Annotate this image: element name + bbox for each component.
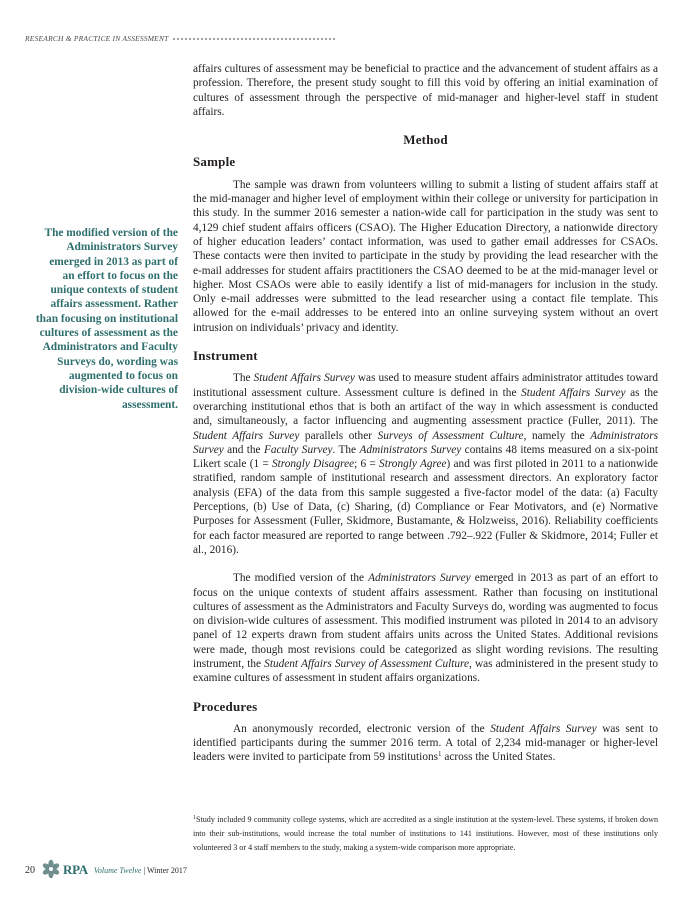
sample-paragraph: The sample was drawn from volunteers willing to submit a listing of student affairs staff at the mid-manager and higher level of employment within their college or university for participation in this study. In the summer 2016 semester a nation-wide call for participation in the study was sent to 4,129 chief student affairs officers (CSAO). The Higher Education Directory, a nationwide directory of higher education leaders’ contact information, was used to gather email addresses for CSAOs. These contacts were then invited to participate in the study by providing the lead researcher with the e-mail addresses for student affairs practitioners the CSAO deemed to be at the mid-manager level or higher. Most CSAOs were able to easily identify a list of mid-managers for inclusion in the study. Only e-mail addresses were submitted to the lead researcher using a contact file template. This allowed for the e-mail addresses to be entered into an online surveying system without an overt intrusion on individuals’ privacy and identity. [193,178,658,334]
footnote-reference[interactable]: 1 [438,750,442,759]
procedures-paragraph: An anonymously recorded, electronic version of the Student Affairs Survey was sent to identified participants during the summer 2016 term. A total of 2,234 mid-manager or higher-level leaders were invited to participate from 59 institutions$^1$ across the United States. [193,722,659,764]
page-footer [25,857,187,883]
footnote-rule [193,800,263,801]
subheading-sample: Sample [193,154,236,170]
running-head-text: RESEARCH & PRACTICE IN ASSESSMENT [25,34,169,43]
section-heading-method: Method [403,132,448,148]
footnote-mark: 1 [193,815,196,821]
page-number: 20 [25,864,35,876]
footnote [193,812,658,854]
running-head [25,34,337,43]
pull-quote: The modified version of the Administrators Survey emerged in 2013 as part of an effort to focus on the unique contexts of student affairs assessment. Rather than focusing on institutional cultures of assessment as the Administrators and Faculty Surveys do, wording was augmented to focus on division-wide cultures of assessment. [35,227,178,411]
rpa-flower-logo-icon [41,859,61,881]
article-body [193,62,658,779]
intro-paragraph: affairs cultures of assessment may be beneficial to practice and the advancement of student affairs as a profession. Therefore, the present study sought to fill this void by offering an initial examination of cultures of assessment through the perspective of mid-manager and higher-level staff in student affairs. [193,63,658,118]
issue-info: Volume Twelve | Winter 2017 [93,865,187,875]
footnote-text: Study included 9 community college systems, which are accredited as a single institution at the system-level. These systems, if broken down into their sub-institutions, would increase the total number of institutions to 141 institutions. However, most of these institutions only volunteered 3 or 4 staff members to the study, making a system-wide comparison more appropriate. [193,815,658,852]
subheading-procedures: Procedures [193,698,258,714]
instrument-paragraph-2: The modified version of the Administrators Survey emerged in 2013 as part of an effort to focus on the unique contexts of student affairs assessment. Rather than focusing on institutional cultures of assessment as the Administrators and Faculty Surveys do, wording was augmented to focus on division-wide cultures of assessment. This modified instrument was piloted in 2014 to an advisory panel of 12 experts drawn from student affairs units across the United States. Additional revisions were made, though most revisions could be categorized as slight wording revisions. The resulting instrument, the Student Affairs Survey of Assessment Culture, was administered in the present study to examine cultures of assessment in student affairs organizations. [193,572,658,685]
running-head-dots [172,37,337,41]
rpa-logo-text: RPA [63,862,88,877]
instrument-paragraph-1: The Student Affairs Survey was used to measure student affairs administrator attitudes toward institutional assessment culture. Assessment culture is defined in the Student Affairs Survey as the overarching institutional ethos that is both an artifact of the way in which assessment is conducted and, simultaneously, a factor influencing and augmenting assessment practice (Fuller, 2011). The Student Affairs Survey parallels other Surveys of Assessment Culture, namely the Administrators Survey and the Faculty Survey. The Administrators Survey contains 48 items measured on a six-point Likert scale (1 = Strongly Disagree; 6 = Strongly Agree) and was first piloted in 2011 to a nationwide stratified, random sample of institutional research and assessment directors. An exploratory factor analysis (EFA) of the data from this sample suggested a five-factor model of the data: (a) Faculty Perceptions, (b) Use of Data, (c) Sharing, (d) Compliance or Fear Motivators, and (e) Normative Purposes for Assessment (Fuller, Skidmore, Bustamante, & Holzweiss, 2016). Reliability coefficients for each factor measured are reported to range between .792–.922 (Fuller & Skidmore, 2014; Fuller et al., 2016). [193,372,659,556]
subheading-instrument: Instrument [193,348,258,364]
